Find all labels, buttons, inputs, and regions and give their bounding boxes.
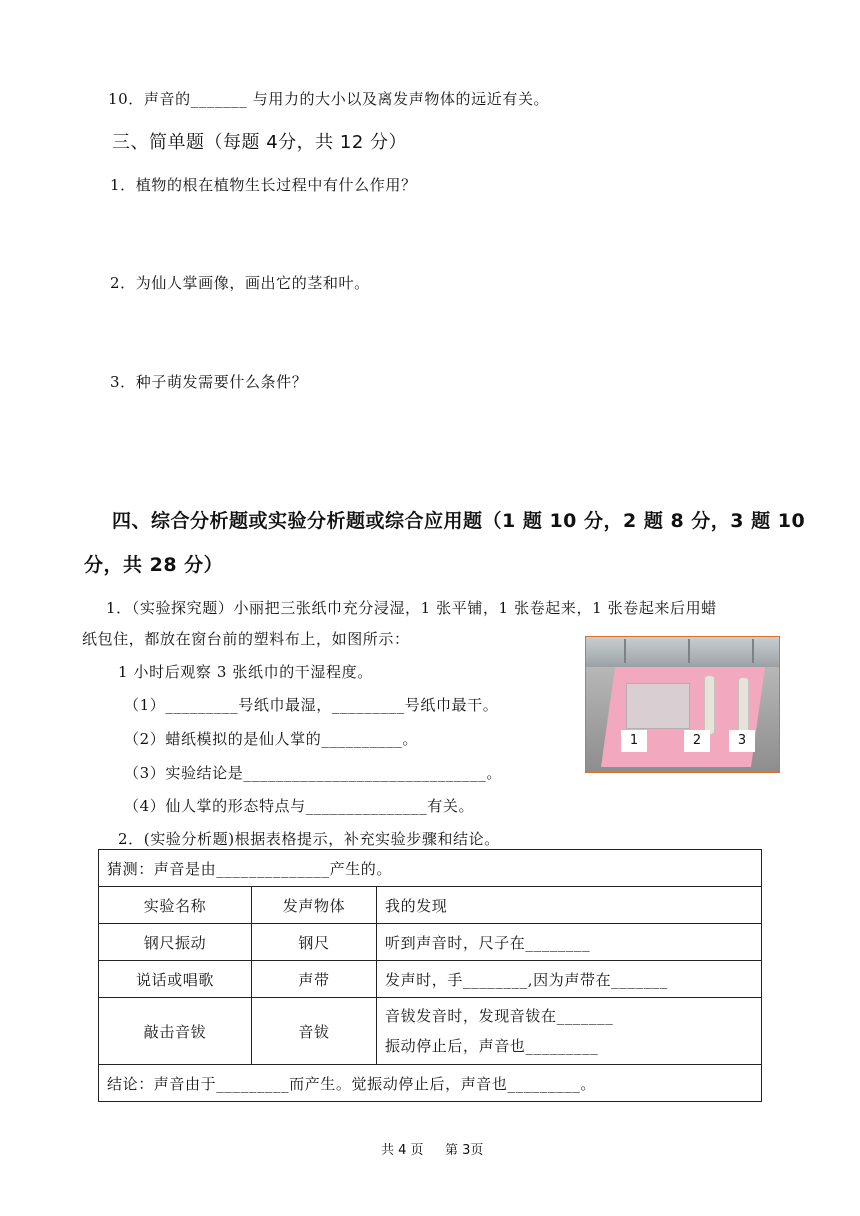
section-3-question-3: 3．种子萌发需要什么条件？	[110, 373, 308, 391]
photo-label-2: 2	[684, 730, 710, 752]
section-4-q1-sub-1: （1）_________号纸巾最湿，_________号纸巾最干。	[124, 696, 499, 714]
table-row	[99, 961, 762, 998]
table-cell	[377, 998, 762, 1065]
experiment-photo	[585, 636, 780, 773]
table-header: 实验名称	[99, 887, 252, 924]
table-header-row	[99, 887, 762, 924]
question-10: 10．声音的_______ 与用力的大小以及离发声物体的远近有关。	[108, 90, 550, 108]
table-cell: 敲击音钹	[99, 998, 252, 1065]
section-4-q1-sub-3: （3）实验结论是______________________________。	[124, 764, 502, 782]
section-4-q1-sub-2: （2）蜡纸模拟的是仙人掌的__________。	[124, 730, 418, 748]
section-4-q1-line-1: 1．（实验探究题）小丽把三张纸巾充分浸湿，1 张平铺，1 张卷起来，1 张卷起来后用蜡	[106, 599, 717, 617]
photo-wrapped-tissue	[738, 677, 749, 737]
table-guess: 猜测：声音是由______________产生的。	[99, 850, 762, 887]
photo-window-frame	[752, 639, 754, 663]
footer-page-number: 第 3页	[445, 1143, 484, 1158]
section-4-q1-line-3: 1 小时后观察 3 张纸巾的干湿程度。	[118, 663, 373, 681]
photo-rolled-tissue	[704, 675, 715, 735]
section-4-q2-intro: 2．(实验分析题)根据表格提示，补充实验步骤和结论。	[118, 830, 500, 848]
section-4-q1-line-2: 纸包住，都放在窗台前的塑料布上，如图所示：	[82, 630, 410, 648]
table-header: 我的发现	[377, 887, 762, 924]
section-3-question-2: 2．为仙人掌画像，画出它的茎和叶。	[110, 274, 370, 292]
table-header: 发声物体	[252, 887, 377, 924]
table-cell: 说话或唱歌	[99, 961, 252, 998]
photo-label-1: 1	[621, 730, 647, 752]
section-4-q1-sub-4: （4）仙人掌的形态特点与_______________有关。	[124, 797, 475, 815]
table-row	[99, 1065, 762, 1102]
table-row	[99, 850, 762, 887]
photo-window-frame	[688, 639, 690, 663]
table-cell-line: 振动停止后，声音也_________	[385, 1037, 599, 1055]
photo-flat-tissue	[626, 683, 690, 729]
table-row	[99, 998, 762, 1065]
section-4-title-line-2: 分，共 28 分）	[84, 554, 224, 576]
footer-total-pages: 共 4 页	[381, 1143, 424, 1158]
experiment-table	[98, 849, 762, 1102]
photo-label-3: 3	[729, 730, 755, 752]
table-conclusion: 结论：声音由于_________而产生。觉振动停止后，声音也_________。	[99, 1065, 762, 1102]
table-cell-line: 音钹发音时，发现音钹在_______	[385, 1007, 614, 1025]
photo-window-frame	[624, 639, 626, 663]
table-cell: 发声时，手________,因为声带在_______	[377, 961, 762, 998]
table-row	[99, 924, 762, 961]
section-4-title-line-1: 四、综合分析题或实验分析题或综合应用题（1 题 10 分，2 题 8 分，3 题 10	[112, 510, 806, 532]
table-cell: 钢尺	[252, 924, 377, 961]
photo-window	[586, 637, 779, 667]
table-cell: 音钹	[252, 998, 377, 1065]
table-cell: 听到声音时，尺子在________	[377, 924, 762, 961]
section-3-title: 三、简单题（每题 4分，共 12 分）	[112, 132, 408, 153]
section-3-question-1: 1．植物的根在植物生长过程中有什么作用？	[110, 176, 417, 194]
table-cell: 钢尺振动	[99, 924, 252, 961]
table-cell: 声带	[252, 961, 377, 998]
